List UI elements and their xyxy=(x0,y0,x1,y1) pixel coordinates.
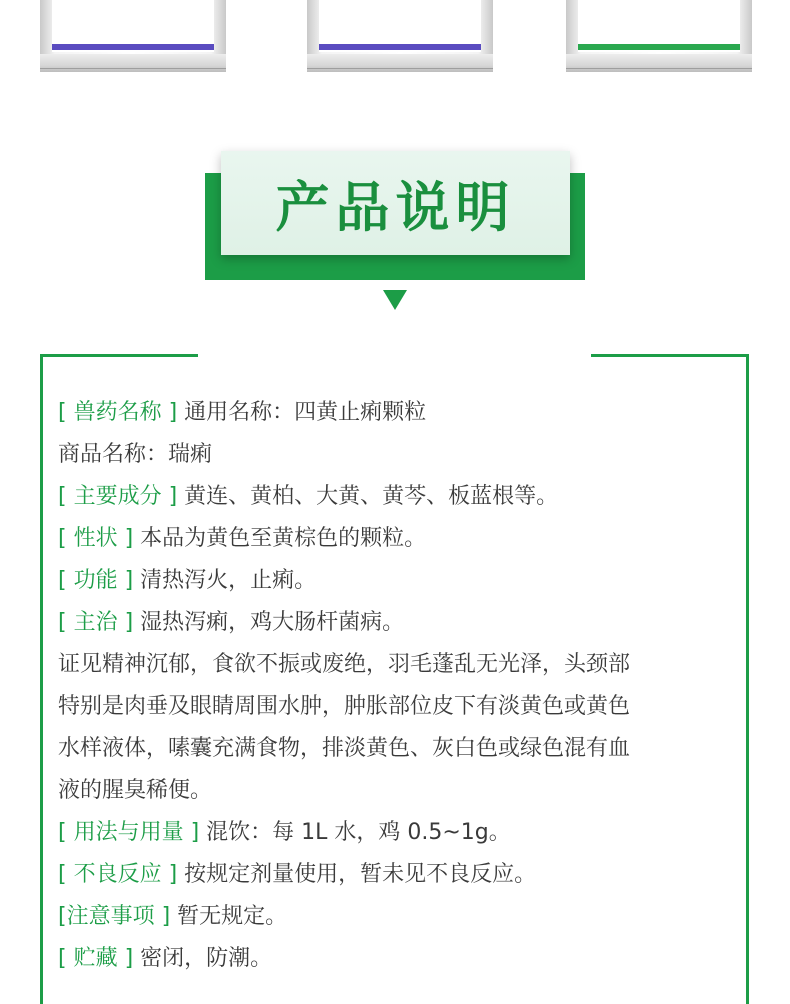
field-value: 本品为黄色至黄棕色的颗粒。 xyxy=(133,526,427,551)
description-line xyxy=(58,518,738,560)
product-package-2 xyxy=(307,0,493,72)
description-line xyxy=(58,434,738,476)
description-line xyxy=(58,686,738,728)
field-label: [ 贮藏 ] xyxy=(58,946,134,971)
section-title: 产品说明 xyxy=(275,175,516,239)
field-value: 水样液体，嗉囊充满食物，排淡黄色、灰白色或绿色混有血 xyxy=(58,736,631,761)
description-line xyxy=(58,560,738,602)
field-label: [ 主要成分 ] xyxy=(58,484,178,509)
field-value: 密闭，防潮。 xyxy=(133,946,273,971)
down-arrow-icon xyxy=(383,290,407,310)
field-value: 证见精神沉郁，食欲不振或废绝，羽毛蓬乱无光泽，头颈部 xyxy=(58,652,631,677)
package-base xyxy=(566,54,752,72)
field-value: 特别是肉垂及眼睛周围水肿，肿胀部位皮下有淡黄色或黄色 xyxy=(58,694,631,719)
field-value: 按规定剂量使用，暂未见不良反应。 xyxy=(177,862,537,887)
field-value: 商品名称：瑞痢 xyxy=(58,442,213,467)
package-base xyxy=(307,54,493,72)
field-value: 液的腥臭稀便。 xyxy=(58,778,213,803)
description-line xyxy=(58,728,738,770)
package-stripe xyxy=(578,44,740,50)
field-label: [注意事项 ] xyxy=(58,904,171,929)
field-value: 暂无规定。 xyxy=(170,904,288,929)
description-line xyxy=(58,938,738,980)
description-line xyxy=(58,854,738,896)
description-line xyxy=(58,476,738,518)
field-label: [ 不良反应 ] xyxy=(58,862,178,887)
field-label: [ 兽药名称 ] xyxy=(58,400,178,425)
field-value: 湿热泻痢，鸡大肠杆菌病。 xyxy=(133,610,405,635)
title-card xyxy=(221,151,570,255)
product-description xyxy=(58,392,738,980)
description-line xyxy=(58,392,738,434)
product-package-3 xyxy=(566,0,752,72)
field-value: 混饮：每 1L 水，鸡 0.5~1g。 xyxy=(199,820,511,845)
package-stripe xyxy=(52,44,214,50)
description-line xyxy=(58,644,738,686)
field-value: 通用名称：四黄止痢颗粒 xyxy=(177,400,427,425)
field-label: [ 功能 ] xyxy=(58,568,134,593)
field-value: 黄连、黄柏、大黄、黄芩、板蓝根等。 xyxy=(177,484,559,509)
description-line xyxy=(58,812,738,854)
description-line xyxy=(58,602,738,644)
description-line xyxy=(58,770,738,812)
field-value: 清热泻火，止痢。 xyxy=(133,568,317,593)
field-label: [ 主治 ] xyxy=(58,610,134,635)
package-stripe xyxy=(319,44,481,50)
description-line xyxy=(58,896,738,938)
product-package-1 xyxy=(40,0,226,72)
package-base xyxy=(40,54,226,72)
field-label: [ 性状 ] xyxy=(58,526,134,551)
field-label: [ 用法与用量 ] xyxy=(58,820,200,845)
